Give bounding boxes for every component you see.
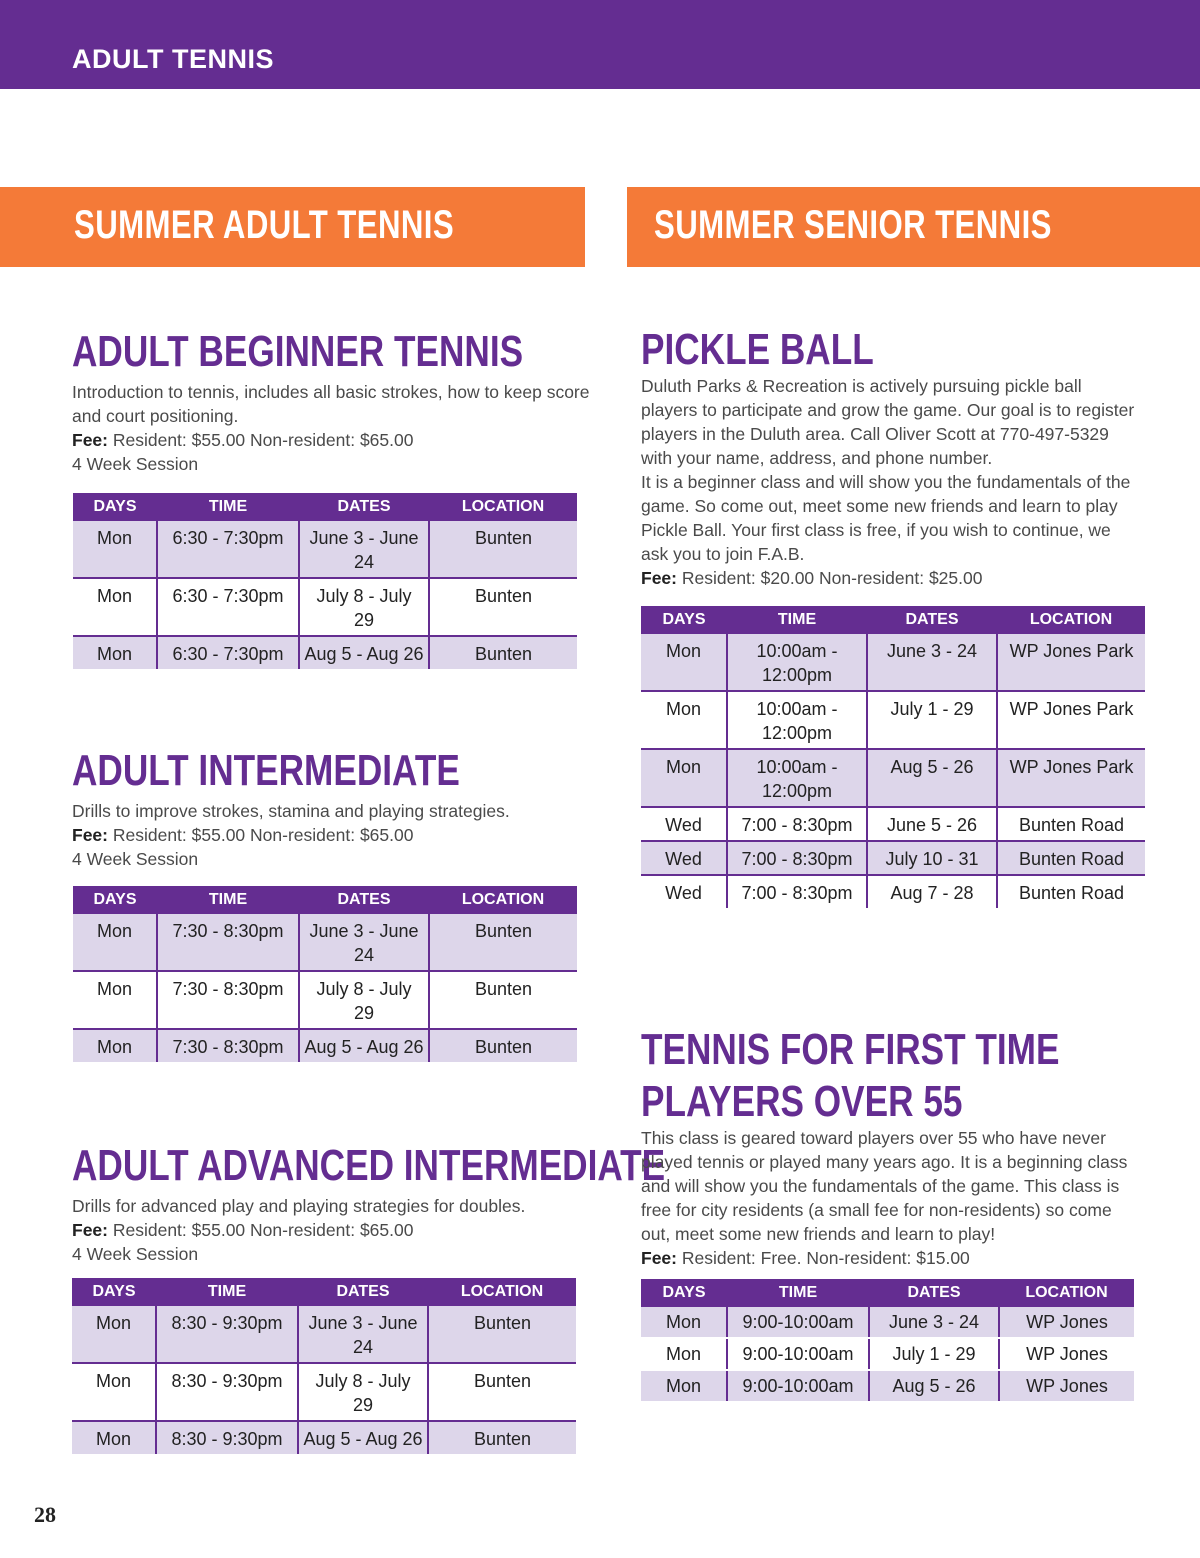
- page-number: 28: [34, 1502, 56, 1527]
- cell-dates: July 8 - July 29: [299, 578, 429, 636]
- fee-line: [72, 1218, 612, 1242]
- cell-days: Mon: [641, 749, 727, 807]
- cell-time: 9:00-10:00am: [727, 1307, 869, 1338]
- cell-dates: Aug 5 - Aug 26: [299, 1029, 429, 1062]
- section-description: [72, 1194, 612, 1266]
- cell-time: 7:30 - 8:30pm: [157, 971, 299, 1029]
- fee-text: Resident: $55.00 Non-resident: $65.00: [107, 825, 414, 845]
- table-header-row: [641, 606, 1145, 634]
- column-header-location: LOCATION: [999, 1279, 1134, 1307]
- session-text: 4 Week Session: [72, 849, 199, 869]
- cell-time: 10:00am - 12:00pm: [727, 749, 867, 807]
- column-header-location: LOCATION: [428, 1278, 576, 1306]
- cell-dates: June 3 - June 24: [299, 521, 429, 578]
- cell-dates: June 3 - 24: [869, 1307, 999, 1338]
- section-description: [72, 799, 592, 871]
- cell-dates: July 1 - 29: [867, 691, 997, 749]
- column-header-time: TIME: [727, 1279, 869, 1307]
- section-description: [641, 374, 1141, 590]
- section-title: ADULT BEGINNER TENNIS: [72, 327, 524, 376]
- cell-days: Mon: [73, 1029, 157, 1062]
- section-adult-beginner: [72, 326, 592, 476]
- cell-location: Bunten: [429, 521, 577, 578]
- cell-time: 9:00-10:00am: [727, 1370, 869, 1402]
- cell-location: Bunten: [428, 1306, 576, 1363]
- cell-days: Wed: [641, 807, 727, 841]
- column-header-time: TIME: [157, 886, 299, 914]
- fee-label: Fee:: [72, 430, 108, 450]
- table-row: [641, 1338, 1134, 1370]
- cell-dates: July 10 - 31: [867, 841, 997, 875]
- cell-dates: July 8 - July 29: [299, 971, 429, 1029]
- cell-dates: June 5 - 26: [867, 807, 997, 841]
- section-adult-advanced: [72, 1140, 666, 1266]
- column-header-location: LOCATION: [997, 606, 1145, 634]
- cell-days: Mon: [73, 578, 157, 636]
- cell-location: Bunten Road: [997, 841, 1145, 875]
- fee-text: Resident: Free. Non-resident: $15.00: [676, 1248, 970, 1268]
- column-header-time: TIME: [727, 606, 867, 634]
- table-row: [73, 636, 577, 669]
- banner-summer-adult-title: SUMMER ADULT TENNIS: [74, 203, 455, 247]
- column-header-dates: DATES: [299, 886, 429, 914]
- cell-dates: June 3 - 24: [867, 634, 997, 691]
- cell-days: Mon: [73, 636, 157, 669]
- cell-days: Mon: [73, 914, 157, 971]
- column-header-location: LOCATION: [429, 493, 577, 521]
- cell-time: 9:00-10:00am: [727, 1338, 869, 1370]
- section-first-time-over-55: [641, 1024, 1141, 1270]
- cell-location: WP Jones: [999, 1370, 1134, 1402]
- section-pickle-ball: [641, 324, 1141, 590]
- cell-time: 8:30 - 9:30pm: [156, 1421, 298, 1454]
- table-row: [641, 807, 1145, 841]
- cell-time: 7:00 - 8:30pm: [727, 807, 867, 841]
- cell-location: Bunten: [428, 1421, 576, 1454]
- table-row: [641, 841, 1145, 875]
- cell-days: Wed: [665, 883, 702, 903]
- fee-label: Fee:: [72, 1220, 108, 1240]
- cell-time: 10:00am - 12:00pm: [727, 634, 867, 691]
- cell-days: Mon: [72, 1306, 156, 1363]
- section-title: PICKLE BALL: [641, 325, 874, 374]
- cell-location: Bunten: [429, 914, 577, 971]
- cell-days: Mon: [73, 521, 157, 578]
- description-text: This class is geared toward players over 55 who have never played tennis or played many years ago. It is a beginning class and will show you the fundamentals of the game. This class is free for city residents (a small fee for non-residents) so come out, meet some new friends and learn to play!: [641, 1128, 1128, 1244]
- table-header-row: [72, 1278, 576, 1306]
- schedule-table-beginner: [73, 493, 577, 669]
- schedule-table-pickle-ball: [641, 606, 1145, 908]
- cell-location: WP Jones Park: [997, 691, 1145, 749]
- column-header-dates: DATES: [867, 606, 997, 634]
- cell-days: Mon: [641, 691, 727, 749]
- table-row: [72, 1421, 576, 1454]
- table-header-row: [73, 886, 577, 914]
- cell-days: Mon: [73, 971, 157, 1029]
- banner-summer-senior-title: SUMMER SENIOR TENNIS: [654, 203, 1052, 247]
- cell-time: 7:00 - 8:30pm: [727, 841, 867, 875]
- fee-label: Fee:: [641, 568, 677, 588]
- cell-days: Mon: [641, 634, 727, 691]
- cell-days: Mon: [641, 1370, 727, 1402]
- column-header-dates: DATES: [299, 493, 429, 521]
- cell-dates: Aug 7 - 28: [867, 875, 997, 908]
- header-bar: [0, 0, 1200, 89]
- cell-location: WP Jones: [999, 1307, 1134, 1338]
- cell-time: 6:30 - 7:30pm: [157, 636, 299, 669]
- fee-text: Resident: $55.00 Non-resident: $65.00: [107, 430, 414, 450]
- column-header-days: DAYS: [73, 886, 157, 914]
- description-text-2: It is a beginner class and will show you the fundamentals of the game. So come out, meet some new friends and learn to play Pickle Ball. Your first class is free, if you wish to continue, we ask you to join F.A.B.: [641, 472, 1131, 564]
- column-header-days: DAYS: [72, 1278, 156, 1306]
- table-row: [73, 914, 577, 971]
- section-description: [72, 380, 592, 476]
- section-title-line-2: PLAYERS OVER 55: [641, 1077, 963, 1126]
- table-row: [73, 521, 577, 578]
- cell-time: 8:30 - 9:30pm: [156, 1363, 298, 1421]
- fee-text: Resident: $55.00 Non-resident: $65.00: [107, 1220, 414, 1240]
- cell-time: 6:30 - 7:30pm: [157, 578, 299, 636]
- table-row: [641, 1370, 1134, 1402]
- section-description: [641, 1126, 1141, 1270]
- table-row: [72, 1306, 576, 1363]
- cell-dates: Aug 5 - 26: [869, 1370, 999, 1402]
- cell-time: 7:30 - 8:30pm: [157, 1029, 299, 1062]
- cell-dates: June 3 - June 24: [299, 914, 429, 971]
- table-header-row: [73, 493, 577, 521]
- cell-time: 7:30 - 8:30pm: [157, 914, 299, 971]
- column-header-location: LOCATION: [429, 886, 577, 914]
- cell-time: 8:30 - 9:30pm: [156, 1306, 298, 1363]
- table-header-row: [641, 1279, 1134, 1307]
- schedule-table-advanced: [72, 1278, 576, 1454]
- cell-location: Bunten Road: [997, 875, 1145, 908]
- fee-line: [641, 1246, 1141, 1270]
- cell-dates: June 3 - June 24: [298, 1306, 428, 1363]
- cell-location: Bunten: [429, 971, 577, 1029]
- cell-time: 10:00am - 12:00pm: [727, 691, 867, 749]
- cell-location: Bunten: [428, 1363, 576, 1421]
- cell-dates: July 8 - July 29: [298, 1363, 428, 1421]
- table-row: [641, 749, 1145, 807]
- cell-dates: Aug 5 - Aug 26: [299, 636, 429, 669]
- cell-dates: Aug 5 - Aug 26: [298, 1421, 428, 1454]
- cell-days: Mon: [641, 1338, 727, 1370]
- fee-line: [72, 428, 592, 452]
- header-title: ADULT TENNIS: [72, 44, 274, 74]
- cell-location: WP Jones Park: [997, 634, 1145, 691]
- table-row: [73, 578, 577, 636]
- banner-summer-senior: [627, 187, 1200, 267]
- session-text: 4 Week Session: [72, 454, 199, 474]
- cell-time: 6:30 - 7:30pm: [157, 521, 299, 578]
- table-row: [641, 634, 1145, 691]
- section-title: ADULT ADVANCED INTERMEDIATE: [72, 1141, 666, 1190]
- cell-dates: Aug 5 - 26: [867, 749, 997, 807]
- column-header-dates: DATES: [298, 1278, 428, 1306]
- cell-time: 7:00 - 8:30pm: [727, 875, 867, 908]
- table-row: [641, 1307, 1134, 1338]
- cell-location: WP Jones Park: [997, 749, 1145, 807]
- cell-days: Mon: [72, 1421, 156, 1454]
- cell-location: Bunten: [429, 1029, 577, 1062]
- cell-days: Wed: [641, 841, 727, 875]
- column-header-dates: DATES: [869, 1279, 999, 1307]
- cell-location: Bunten: [429, 636, 577, 669]
- description-text: Duluth Parks & Recreation is actively pursuing pickle ball players to participate and grow the game. Our goal is to register players in the Duluth area. Call Oliver Scott at 770-497-5329 with your name, address, and phone number.: [641, 376, 1135, 468]
- description-text: Drills for advanced play and playing strategies for doubles.: [72, 1196, 526, 1216]
- fee-label: Fee:: [641, 1248, 677, 1268]
- column-header-time: TIME: [157, 493, 299, 521]
- column-header-time: TIME: [156, 1278, 298, 1306]
- banner-summer-adult: [0, 187, 585, 267]
- cell-dates: July 1 - 29: [869, 1338, 999, 1370]
- column-header-days: DAYS: [73, 493, 157, 521]
- fee-text: Resident: $20.00 Non-resident: $25.00: [676, 568, 983, 588]
- schedule-table-intermediate: [73, 886, 577, 1062]
- table-row: [72, 1363, 576, 1421]
- description-text: Introduction to tennis, includes all basic strokes, how to keep score and court positioning.: [72, 382, 590, 426]
- description-text: Drills to improve strokes, stamina and playing strategies.: [72, 801, 510, 821]
- column-header-days: DAYS: [641, 1279, 727, 1307]
- table-row: [73, 1029, 577, 1062]
- cell-days: Mon: [72, 1363, 156, 1421]
- cell-location: WP Jones: [999, 1338, 1134, 1370]
- cell-days: Mon: [641, 1307, 727, 1338]
- table-row: [641, 691, 1145, 749]
- section-adult-intermediate: [72, 745, 592, 871]
- table-row: [73, 971, 577, 1029]
- session-text: 4 Week Session: [72, 1244, 199, 1264]
- section-title: ADULT INTERMEDIATE: [72, 746, 460, 795]
- cell-location: Bunten: [429, 578, 577, 636]
- fee-line: [641, 566, 1141, 590]
- schedule-table-first-time: [641, 1279, 1134, 1403]
- fee-line: [72, 823, 592, 847]
- table-row: [641, 875, 1145, 908]
- section-title-line-1: TENNIS FOR FIRST TIME: [641, 1025, 1060, 1074]
- fee-label: Fee:: [72, 825, 108, 845]
- cell-location: Bunten Road: [997, 807, 1145, 841]
- column-header-days: DAYS: [641, 606, 727, 634]
